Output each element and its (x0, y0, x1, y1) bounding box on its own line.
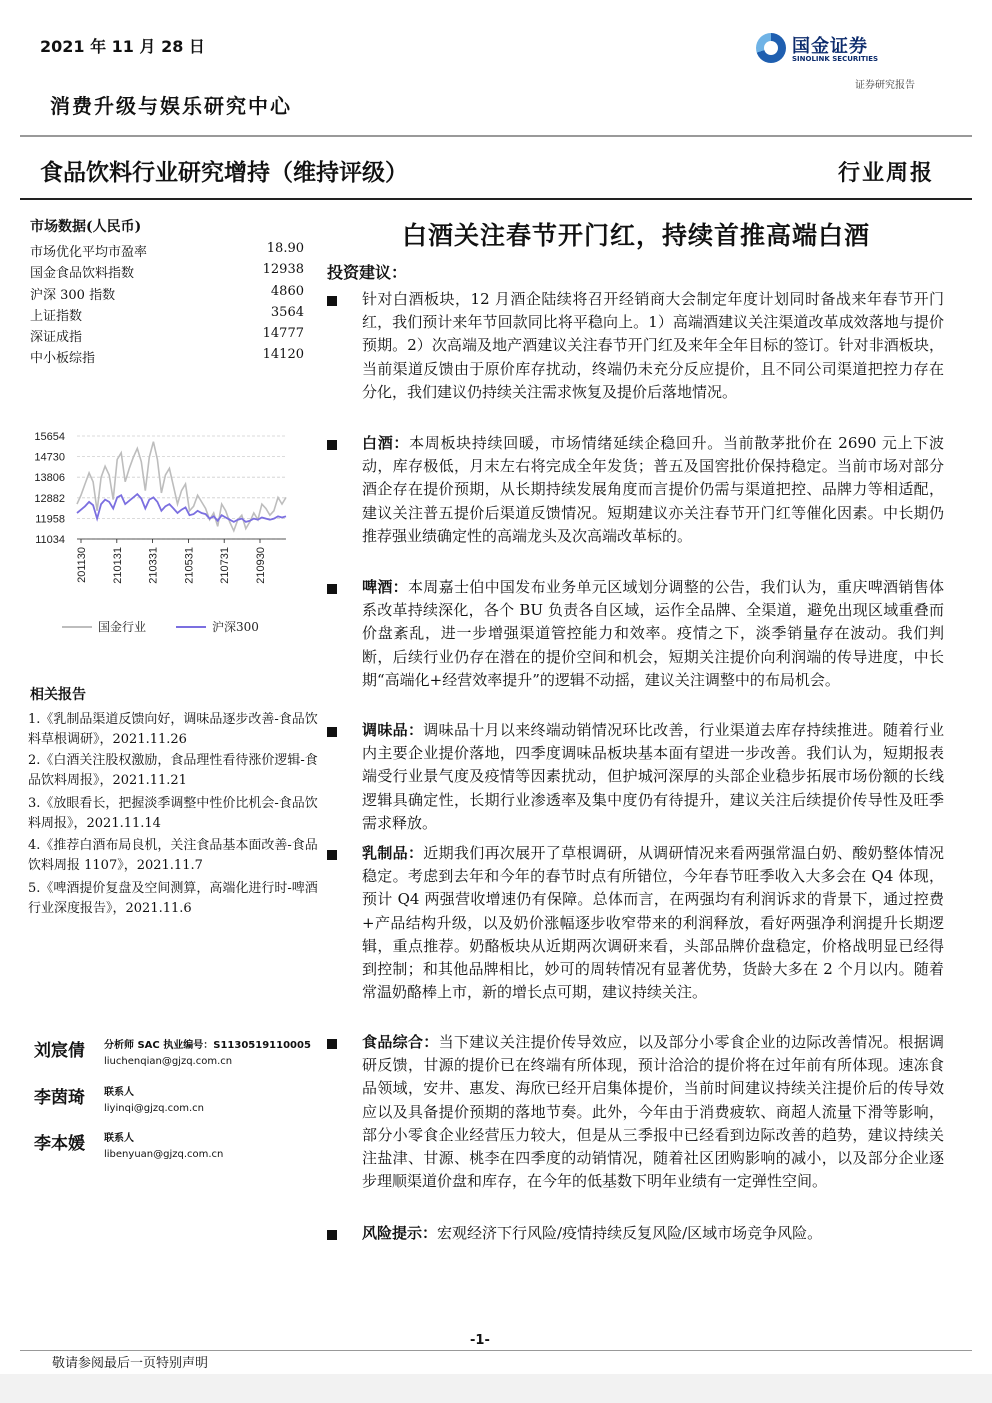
bullet-icon (327, 296, 337, 306)
market-label: 上证指数 (30, 309, 83, 324)
bullet-icon (327, 1230, 337, 1240)
paragraph-text: 当下建议关注提价传导效应，以及部分小零食企业的边际改善情况。根据调研反馈，甘源的提价已在终端有所体现，预计洽洽的提价将在过年前有所体现。速冻食品领域，安井、惠发、海欣已经开启集体提价，当前时间建议持续关注提价后的传导效应以及具备提价预期的落地节奏。此外，今年由于消费疲软、商超人流量下滑等影响，部分小零食企业经营压力较大，但是从三季报中已经看到边际改善的趋势，建议持续关注盐津、甘源、桃李在四季度的动销情况，随着社区团购影响的减小，以及部分企业逐步理顺渠道价盘和库存，在今年的低基数下明年业绩有一定弹性空间。 (362, 1033, 944, 1191)
analyst-info (104, 1131, 223, 1163)
paragraph-text: 近期我们再次展开了草根调研，从调研情况来看两强常温白奶、酸奶整体情况稳定。考虑到去年和今年的春节时点有所错位，今年春节旺季收入大多会在 Q4 体现，预计 Q4 两强营收增速仍有保障。总体而言，在两强均有利润诉求的背景下，通过控费+产品结构升级，以及奶价涨幅逐步收窄带来的利润释放，看好两强净利润提升长期逻辑，重点推荐。奶酪板块从近期两次调研来看，头部品牌价盘稳定，价格战明显已经得到控制；和其他品牌相比，妙可的周转情况有显著优势，货龄大多在 2 个月以内。随着常温奶酪棒上市，新的增长点可期，建议持续关注。 (362, 844, 944, 1002)
market-label: 深证成指 (30, 330, 83, 345)
page-number: -1- (470, 1333, 490, 1348)
x-tick-label: 210930 (255, 547, 267, 584)
market-label: 国金食品饮料指数 (30, 266, 135, 281)
related-report-link[interactable]: 1.《乳制品渠道反馈向好，调味品逐步改善-食品饮料草根调研》，2021.11.26 (28, 712, 318, 747)
series-line-csi300 (77, 494, 286, 522)
analyst-info (104, 1038, 311, 1070)
legend-label: 沪深300 (212, 620, 259, 634)
analyst-name: 李茵琦 (34, 1088, 85, 1108)
x-tick-label: 210531 (183, 547, 196, 584)
divider (20, 198, 972, 200)
paragraph-text: 调味品十月以来终端动销情况环比改善，行业渠道去库存持续推进。随着行业内主要企业提价落地，四季度调味品板块基本面有望进一步改善。我们认为，短期报表端受行业景气度及疫情等因素扰动，但护城河深厚的头部企业稳步拓展市场份额的长线逻辑具确定性，长期行业渗透率及集中度仍有待提升，建议关注后续提价传导性及旺季需求释放。 (362, 721, 944, 832)
paragraph-text: 宏观经济下行风险/疫情持续反复风险/区域市场竞争风险。 (437, 1224, 823, 1242)
x-tick-label: 210731 (219, 547, 232, 584)
brand-logo (756, 30, 906, 74)
paragraph-lead: 调味品： (362, 721, 424, 739)
paragraph-overview (362, 288, 944, 404)
market-label: 中小板综指 (30, 351, 96, 366)
x-tick-label: 210131 (111, 547, 124, 584)
market-data-row (30, 284, 304, 305)
bullet-icon (327, 440, 337, 450)
logo-text-en: SINOLINK SECURITIES (792, 55, 879, 63)
market-value: 14777 (262, 326, 304, 341)
divider (20, 1350, 972, 1351)
x-tick-label: 210331 (147, 547, 160, 584)
related-reports-title: 相关报告 (30, 687, 86, 703)
logo-text-cn: 国金证券 (792, 36, 868, 57)
analyst-name: 李本媛 (34, 1134, 85, 1154)
y-tick-label: 11034 (35, 534, 65, 546)
paragraph-lead: 风险提示： (362, 1224, 438, 1242)
market-label: 市场优化平均市盈率 (30, 245, 148, 260)
related-report-link[interactable]: 2.《白酒关注股权激励，食品理性看待涨价逻辑-食品饮料周报》，2021.11.21 (28, 753, 318, 788)
y-tick-label: 11958 (35, 513, 65, 526)
analyst-role: 联系人 (104, 1133, 134, 1144)
paragraph-lead: 白酒： (362, 434, 410, 452)
paragraph-lead: 啤酒： (362, 578, 408, 596)
market-data-row (30, 305, 304, 326)
related-report-link[interactable]: 3.《放眼看长，把握淡季调整中性价比机会-食品饮料周报》，2021.11.14 (28, 796, 318, 831)
paragraph-food (362, 1031, 944, 1193)
bullet-icon (327, 850, 337, 860)
bullet-icon (327, 1039, 337, 1049)
doc-type: 证券研究报告 (855, 80, 915, 91)
analyst-email[interactable]: liyinqi@gjzq.com.cn (104, 1103, 204, 1114)
market-data-title: 市场数据(人民币) (30, 219, 142, 235)
section-heading: 投资建议： (327, 263, 408, 282)
market-value: 3564 (270, 305, 304, 320)
analyst-name: 刘宸倩 (34, 1041, 85, 1061)
market-data-row (30, 347, 304, 368)
analyst-role: 分析师 SAC 执业编号：S1130519110005 (104, 1040, 311, 1051)
market-value: 12938 (262, 262, 304, 277)
analyst-info (104, 1085, 204, 1117)
paragraph-baijiu (362, 432, 944, 548)
x-tick-label: 201130 (76, 547, 88, 583)
divider (20, 135, 972, 137)
market-data-row (30, 262, 304, 283)
paragraph-risk (362, 1222, 944, 1245)
report-category: 行业周报 (838, 160, 935, 186)
report-date: 2021 年 11 月 28 日 (40, 37, 205, 56)
series-line-industry (77, 442, 286, 531)
related-report-link[interactable]: 5.《啤酒提价复盘及空间测算，高端化进行时-啤酒行业深度报告》，2021.11.6 (28, 881, 318, 916)
legend-label: 国金行业 (98, 620, 147, 634)
analyst-role: 联系人 (104, 1087, 134, 1098)
y-tick-label: 12882 (34, 492, 65, 505)
disclaimer-note: 敬请参阅最后一页特别声明 (52, 1356, 209, 1371)
related-report-link[interactable]: 4.《推荐白酒布局良机，关注食品基本面改善-食品饮料周报 1107》，2021.11.7 (28, 838, 318, 873)
paragraph-condiments (362, 719, 944, 835)
paragraph-text: 针对白酒板块，12 月酒企陆续将召开经销商大会制定年度计划同时备战来年春节开门红，我们预计来年节回款同比将平稳向上。1）高端酒建议关注渠道改革成效落地与提价预期。2）次高端及地产酒建议关注春节开门红及来年全年目标的签订。针对非酒板块，当前渠道反馈由于原价库存扰动，终端仍未充分反应提价，且不同公司渠道把控力存在分化，我们建议仍持续关注需求恢复及提价后落地情况。 (362, 290, 944, 401)
y-tick-label: 15654 (34, 431, 65, 443)
market-value: 18.90 (266, 241, 304, 256)
paragraph-lead: 食品综合： (362, 1033, 439, 1051)
logo-mark-icon (756, 33, 786, 63)
footer-band (0, 1374, 992, 1403)
industry-rating-headline: 食品饮料行业研究增持（维持评级） (40, 160, 408, 186)
paragraph-beer (362, 576, 944, 692)
index-line-chart (22, 420, 314, 650)
market-label: 沪深 300 指数 (30, 288, 116, 303)
paragraph-text: 本周嘉士伯中国发布业务单元区域划分调整的公告，我们认为，重庆啤酒销售体系改革持续深化，各个 BU 负责各自区域，运作全品牌、全渠道，避免出现区域重叠而价盘紊乱，进一步增强渠道管控能力和效率。疫情之下，淡季销量存在波动。我们判断，后续行业仍存在潜在的提价空间和机会，短期关注提价向利润端的传导进度，中长期“高端化+经营效率提升”的逻辑不动摇，建议关注调整中的布局机会。 (362, 578, 944, 689)
paragraph-dairy (362, 842, 944, 1004)
market-value: 14120 (262, 347, 304, 362)
market-data-row (30, 241, 304, 262)
market-data-row (30, 326, 304, 347)
report-title: 白酒关注春节开门红，持续首推高端白酒 (401, 221, 870, 250)
y-tick-label: 14730 (34, 451, 65, 464)
research-center: 消费升级与娱乐研究中心 (50, 94, 292, 118)
paragraph-text: 本周板块持续回暖，市场情绪延续企稳回升。当前散茅批价在 2690 元上下波动，库存极低，月末左右将完成全年发货；普五及国窖批价保持稳定。当前市场对部分酒企存在提价预期，从长期持续发展角度而言提价仍需与渠道把控、品牌力等相适配，建议关注普五提价后渠道反馈情况。短期建议亦关注春节开门红等催化因素。中长期仍推荐强业绩确定性的高端龙头及次高端改革标的。 (362, 434, 944, 545)
market-value: 4860 (270, 284, 304, 299)
bullet-icon (327, 584, 337, 594)
paragraph-lead: 乳制品： (362, 844, 424, 862)
analyst-email[interactable]: liuchenqian@gjzq.com.cn (104, 1056, 233, 1067)
bullet-icon (327, 727, 337, 737)
y-tick-label: 13806 (34, 472, 65, 485)
analyst-email[interactable]: libenyuan@gjzq.com.cn (104, 1149, 224, 1160)
